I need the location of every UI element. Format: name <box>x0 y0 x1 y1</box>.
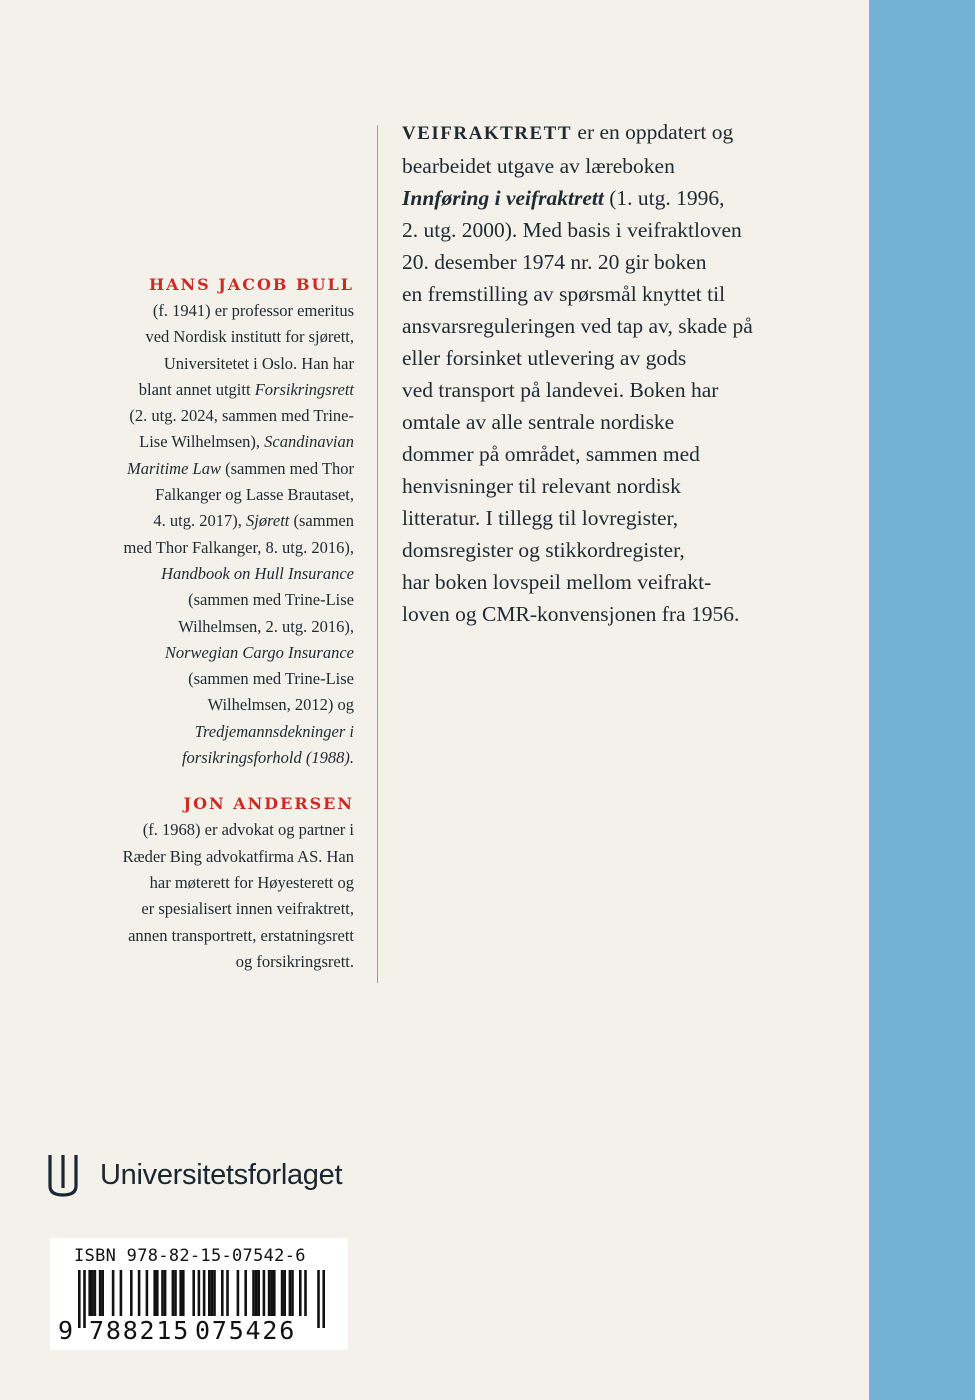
column-divider <box>377 125 378 983</box>
barcode-bar <box>164 1270 167 1316</box>
text-segment: (1. utg. 1996, <box>603 186 725 210</box>
text-segment: 4. utg. 2017), <box>153 511 246 531</box>
text-segment: blant annet utgitt <box>138 379 255 399</box>
text-segment: og forsikringsrett. <box>235 951 354 971</box>
barcode-bar <box>299 1270 302 1316</box>
text-segment: med Thor Falkanger, 8. utg. 2016), <box>123 537 354 557</box>
text-segment: Ræder Bing advokatfirma AS. Han <box>122 846 354 866</box>
barcode-bar <box>192 1270 195 1316</box>
text-segment: (sammen med Trine-Lise <box>188 669 354 689</box>
barcode-bar <box>237 1270 240 1316</box>
barcode-digit-first: 9 <box>58 1316 74 1345</box>
barcode-bar <box>101 1270 104 1316</box>
author-block-bull <box>40 272 354 771</box>
author-name: JON ANDERSEN <box>183 794 354 814</box>
u-logo-icon <box>48 1152 78 1198</box>
barcode-digits-left: 788215 <box>89 1316 191 1345</box>
text-segment: domsregister og stikkordregister, <box>402 538 685 562</box>
text-segment: bearbeidet utgave av læreboken <box>402 154 675 178</box>
barcode-digits <box>58 1316 297 1345</box>
text-segment: forsikringsforhold (1988). <box>181 748 354 768</box>
barcode-bar <box>268 1270 271 1316</box>
barcode-bar <box>211 1270 214 1316</box>
barcode-bar <box>94 1270 97 1316</box>
text-segment: eller forsinket utlevering av gods <box>402 346 687 370</box>
barcode-bar <box>99 1270 102 1316</box>
text-segment: loven og CMR-konvensjonen fra 1956. <box>402 602 740 626</box>
text-segment: Handbook on Hull Insurance <box>161 563 354 583</box>
text-segment: Universitetet i Oslo. Han har <box>163 353 354 373</box>
spine-color-stripe <box>869 0 975 1400</box>
barcode-bar <box>273 1270 276 1316</box>
author-name: HANS JACOB BULL <box>148 275 354 294</box>
text-segment: har boken lovspeil mellom veifrakt- <box>402 570 712 594</box>
text-segment: (f. 1941) er professor emeritus <box>152 301 354 320</box>
text-segment: ved transport på landevei. Boken har <box>402 378 719 402</box>
text-segment: omtale av alle sentrale nordiske <box>402 410 675 434</box>
text-segment: dommer på området, sammen med <box>402 442 700 466</box>
barcode-bar <box>138 1270 141 1316</box>
text-segment: Wilhelmsen, 2. utg. 2016), <box>178 616 354 636</box>
barcode-bar <box>283 1270 286 1316</box>
barcode-bar <box>317 1270 320 1328</box>
publisher-name: Universitetsforlaget <box>100 1158 343 1191</box>
barcode-bar <box>182 1270 185 1316</box>
text-segment: (sammen <box>289 511 354 531</box>
text-segment: Innføring i veifraktrett <box>402 186 604 210</box>
book-description <box>402 116 842 630</box>
barcode-bar <box>156 1270 159 1316</box>
text-segment: Lise Wilhelmsen), <box>139 432 265 452</box>
barcode-bar <box>91 1270 94 1316</box>
barcode-bar <box>120 1270 123 1316</box>
barcode-bar <box>291 1270 294 1316</box>
text-segment: Wilhelmsen, 2012) og <box>207 695 354 715</box>
text-segment: Tredjemannsdekninger i <box>194 721 354 741</box>
text-segment: er en oppdatert og <box>572 120 734 144</box>
barcode-bar <box>174 1270 177 1316</box>
barcode-bar <box>146 1270 149 1316</box>
author-block-andersen <box>40 791 354 975</box>
barcode-bar <box>213 1270 216 1316</box>
text-segment: Norwegian Cargo Insurance <box>164 642 354 662</box>
publisher-brand <box>48 1150 342 1200</box>
author-bio <box>40 298 354 771</box>
text-segment: (sammen med Trine-Lise <box>188 590 354 610</box>
barcode-bar <box>304 1270 307 1316</box>
barcode-bar <box>255 1270 258 1316</box>
author-bio <box>40 817 354 975</box>
barcode-bar <box>208 1270 211 1316</box>
text-segment: (f. 1968) er advokat og partner i <box>142 820 354 840</box>
barcode-bar <box>270 1270 273 1316</box>
text-segment: Maritime Law <box>126 458 221 478</box>
barcode-bar <box>88 1270 91 1316</box>
barcode-bar <box>244 1270 247 1316</box>
text-segment: henvisninger til relevant nordisk <box>402 474 681 498</box>
barcode-bar <box>179 1270 182 1316</box>
text-segment: (sammen med Thor <box>220 458 354 478</box>
barcode-digits-right: 075426 <box>195 1316 297 1345</box>
barcode-bar <box>112 1270 115 1316</box>
barcode-bar <box>153 1270 156 1316</box>
author-column <box>40 272 354 975</box>
barcode-bar <box>257 1270 260 1316</box>
barcode-bar <box>322 1270 325 1328</box>
barcode-bar <box>252 1270 255 1316</box>
barcode-bar <box>221 1270 224 1316</box>
text-segment: 20. desember 1974 nr. 20 gir boken <box>402 250 707 274</box>
text-segment: Scandinavian <box>264 432 354 452</box>
text-segment: litteratur. I tillegg til lovregister, <box>402 506 679 530</box>
barcode-bar <box>83 1270 86 1328</box>
text-segment: (2. utg. 2024, sammen med Trine- <box>129 406 354 426</box>
barcode-bar <box>161 1270 164 1316</box>
text-segment: VEIFRAKTRETT <box>402 123 573 144</box>
text-segment: Falkanger og Lasse Brautaset, <box>155 485 354 505</box>
isbn-label: ISBN 978-82-15-07542-6 <box>74 1246 306 1266</box>
barcode-bar <box>281 1270 284 1316</box>
barcode-bar <box>263 1270 266 1316</box>
text-segment: en fremstilling av spørsmål knyttet til <box>402 282 726 306</box>
barcode-bar <box>289 1270 292 1316</box>
barcode-bar <box>130 1270 133 1316</box>
text-segment: ansvarsreguleringen ved tap av, skade på <box>402 314 753 338</box>
barcode-bar <box>172 1270 175 1316</box>
text-segment: har møterett for Høyesterett og <box>149 872 354 892</box>
text-segment: er spesialisert innen veifraktrett, <box>141 899 354 919</box>
text-segment: Sjørett <box>246 511 290 531</box>
text-segment: Forsikringsrett <box>254 379 354 399</box>
isbn-barcode <box>50 1238 348 1350</box>
text-segment: annen transportrett, erstatningsrett <box>128 925 354 945</box>
barcode-bar <box>226 1270 229 1316</box>
text-segment: ved Nordisk institutt for sjørett, <box>145 327 354 347</box>
text-segment: 2. utg. 2000). Med basis i veifraktloven <box>402 218 742 242</box>
